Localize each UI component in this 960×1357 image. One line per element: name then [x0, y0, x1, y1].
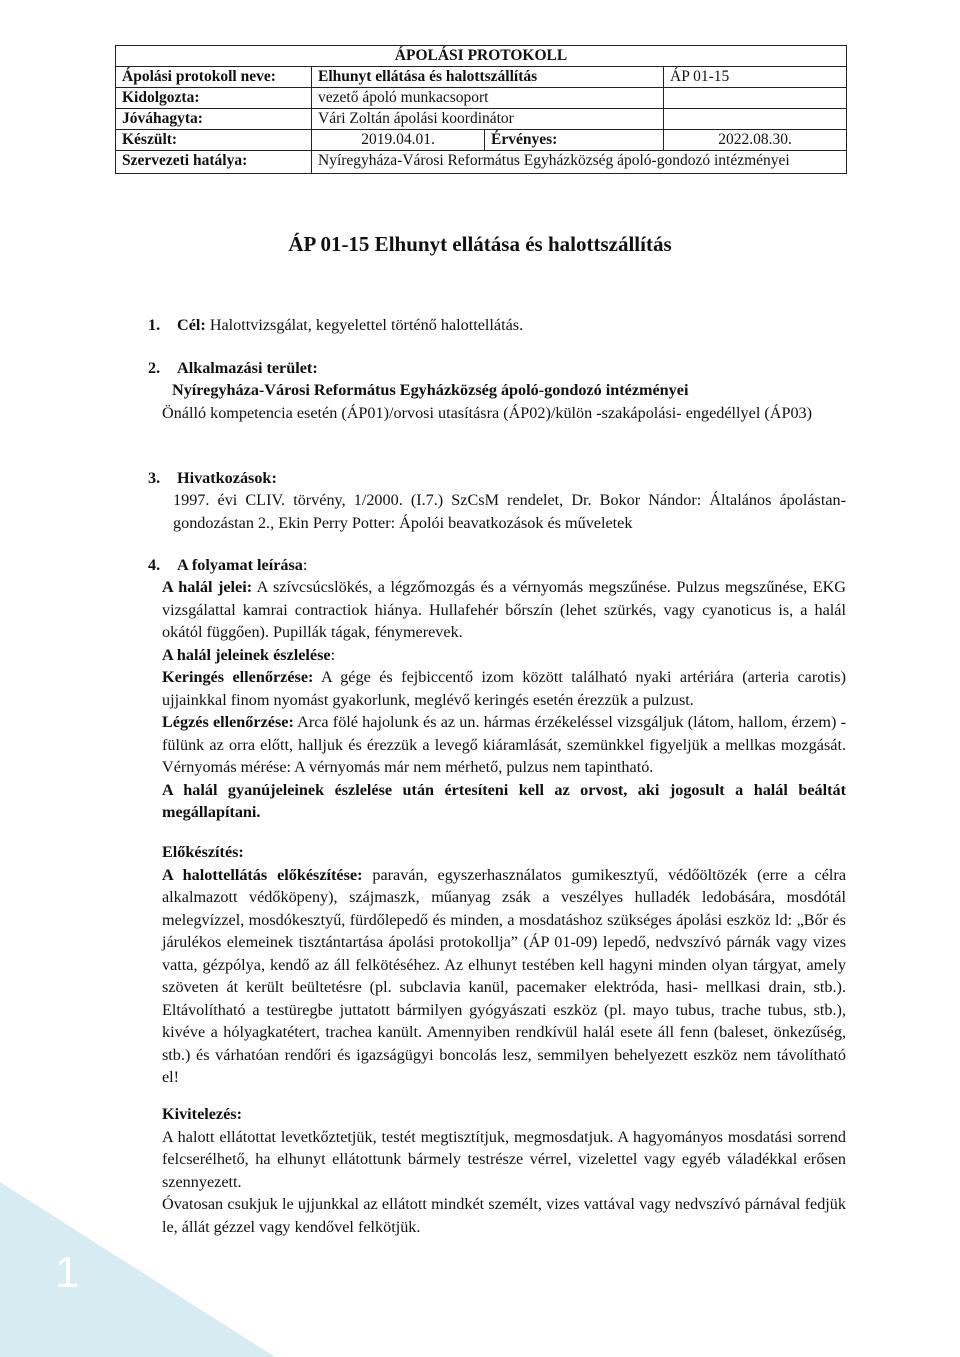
header-caption: ÁPOLÁSI PROTOKOLL [116, 46, 847, 67]
row-label: Készült: [116, 130, 312, 151]
section-number: 1. [148, 316, 161, 334]
breathing-paragraph: Légzés ellenőrzése: Arca fölé hajolunk és az un. hármas érzékeléssel vizsgáljuk (látom, hallom, érzem) - fülünk az orra előtt, halljuk és érezzük a levegő kiáramlását, szemünkkel figyeljük a mellkas mozgását. Vérnyomás mérése: A vérnyomás már nem mérhető, pulzus nem tapintható. [162, 713, 846, 776]
organization-name: Nyíregyháza-Városi Református Egyházközség ápoló-gondozó intézményei [172, 381, 689, 399]
protocol-name: Elhunyt ellátása és halottszállítás [312, 67, 664, 88]
doctor-warning: A halál gyanújeleinek észlelése után értesíteni kell az orvost, aki jogosult a halál beáltát megállapítani. [162, 780, 846, 821]
section-number: 4. [148, 556, 161, 574]
page-title: ÁP 01-15 Elhunyt ellátása és halottszállítás [288, 232, 672, 256]
preparation-paragraph: A halottellátás előkészítése: paraván, egyszerhasználatos gumikesztyű, védőöltözék (erre a célra alkalmazott védőköpeny), szájmaszk, műanyag zsák a veszélyes hulladék ledobására, mosdótál melegvízzel, mosdókesztyű, fürdőlepedő és minden, a mosdatáshoz szükséges ápolási eszköz ld: „Bőr és járulékos elemeinek tisztántartása ápolási protokollja” (ÁP 01-09) lepedő, nedvszívó párnák vagy vizes vatta, gézpólya, kendő az áll felkötéséhez. Az elhunyt testében kell hagyni minden olyan tárgyat, amely szöveten át került beültetésre (pl. subclavia kanül, pacemaker elektróda, hasi- mellkasi drain, stb.). Eltávolítható a testüregbe juttatott bármilyen gyógyászati eszköz (pl. mayo tubus, trache tubus, stb.), kivéve a hólyagkatétert, trachea kanült. Amennyiben rendkívül halál esete áll fenn (baleset, önkezűség, stb.) és várhatóan rendőri és igazságügyi boncolás lesz, semmilyen behelyezett eszköz nem távolítható el! [162, 865, 847, 1086]
preparation-heading: Előkészítés: [162, 843, 244, 861]
table-row [116, 130, 847, 151]
page-number: 1 [55, 1248, 80, 1297]
execution-heading: Kivitelezés: [162, 1105, 242, 1123]
competence-text: Önálló kompetencia esetén (ÁP01)/orvosi utasításra (ÁP02)/külön -szakápolási- engedéllyel (ÁP03) [162, 404, 813, 422]
row-label: Szervezeti hatálya: [116, 151, 312, 174]
protocol-code: ÁP 01-15 [664, 67, 847, 88]
valid-label: Érvényes: [485, 130, 664, 151]
row-value: Nyíregyháza-Városi Református Egyházközség ápoló-gondozó intézményei [312, 151, 847, 174]
section-number: 3. [148, 469, 161, 487]
row-label: Ápolási protokoll neve: [116, 67, 312, 88]
table-row [116, 109, 847, 130]
goal-text: Halottvizsgálat, kegyelettel történő halottellátás. [205, 316, 524, 334]
created-date: 2019.04.01. [312, 130, 485, 151]
section-heading: Hivatkozások: [177, 469, 277, 487]
section-number: 2. [148, 359, 161, 377]
valid-date: 2022.08.30. [664, 130, 847, 151]
detection-heading: A halál jeleinek észlelése: [162, 645, 336, 664]
table-row [116, 151, 847, 174]
goal-label: Cél: [177, 316, 206, 334]
execution-section [162, 1103, 846, 1238]
death-signs-paragraph: A halál jelei: A szívcsúcslökés, a légzőmozgás és a vérnyomás megszűnése. Pulzus megszűnése, EKG vizsgálattal kamrai contractiok hiánya. Hullafehér bőrszín (lehet szürkés, vagy cyanoticus is, a halál okától függően). Pupillák tágak, fénymerevek. [162, 578, 846, 641]
execution-paragraph-1: A halott ellátottat levetkőztetjük, testét megtisztítjuk, megmosdatjuk. A hagyományos mosdatási sorrend felcserélhető, ha elhunyt ellátottunk bármely testrésze vérrel, vizelettel vagy egyéb váladékkal erősen szennyezett. [162, 1127, 846, 1191]
row-label: Jóváhagyta: [116, 109, 312, 130]
row-value: Vári Zoltán ápolási koordinátor [312, 109, 664, 130]
row-label: Kidolgozta: [116, 88, 312, 109]
preparation-section [162, 841, 846, 1089]
section-goal [177, 314, 846, 337]
row-value: vezető ápoló munkacsoport [312, 88, 664, 109]
process-description [162, 576, 846, 824]
references-text: 1997. évi CLIV. törvény, 1/2000. (I.7.) SzCsM rendelet, Dr. Bokor Nándor: Általános ápolástan-gondozástan 2., Ekin Perry Potter: Ápolói beavatkozások és műveletek [173, 491, 846, 532]
section-heading: A folyamat leírása [177, 556, 303, 574]
circulation-paragraph: Keringés ellenőrzése: A gége és fejbiccentő izom között található nyaki artériára (arteria carotis) ujjainkkal finom nyomást gyakorlunk, meglévő keringés esetén érezzük a pulzust. [162, 668, 846, 709]
execution-paragraph-2: Óvatosan csukjuk le ujjunkkal az ellátott mindkét személt, vizes vattával vagy nedvszívó párnával fedjük le, állát gézzel vagy kendővel felkötjük. [162, 1195, 846, 1236]
table-row [116, 88, 847, 109]
protocol-header-table [115, 45, 847, 174]
section-heading: Alkalmazási terület: [177, 359, 318, 377]
table-row [116, 67, 847, 88]
